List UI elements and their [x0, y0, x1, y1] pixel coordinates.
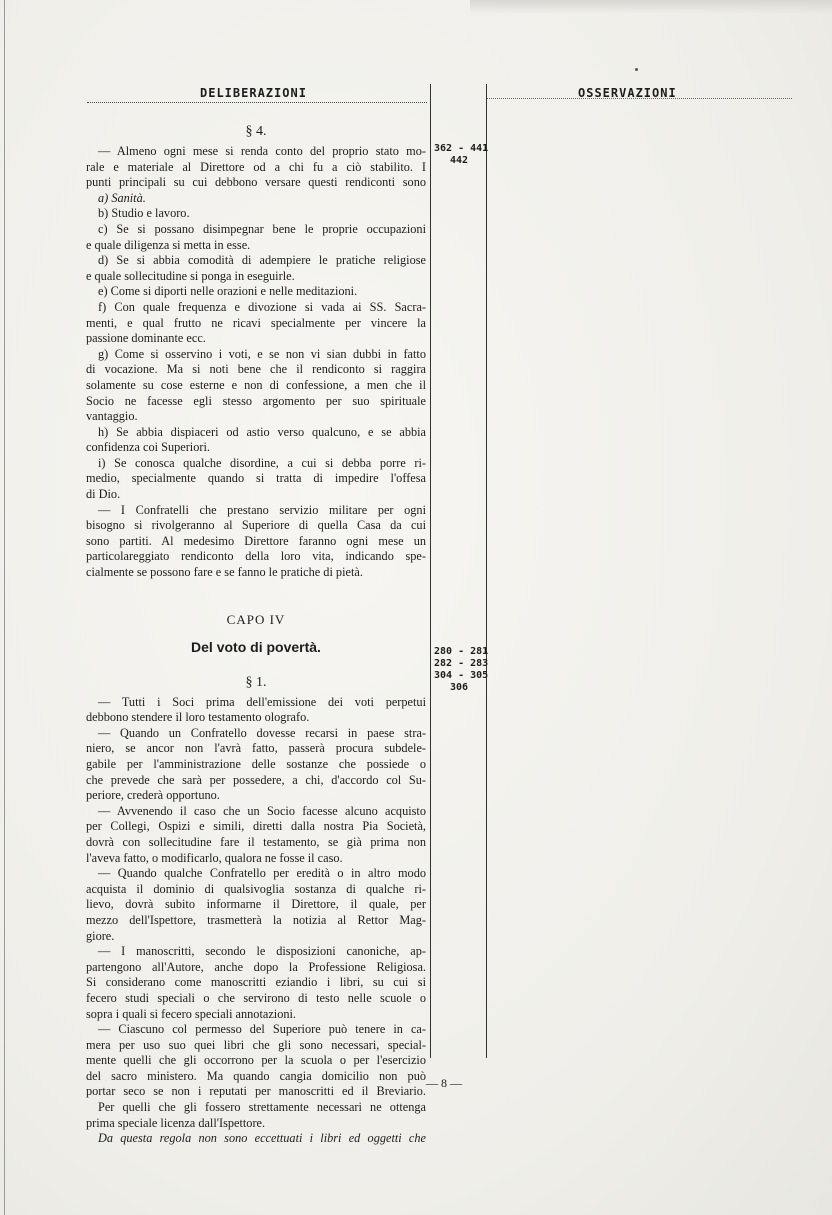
chapter-title: Del voto di povertà. — [191, 638, 321, 655]
text-line: per Collegi, Ospizi e simili, diretti dalla nostra Pia Società, — [86, 819, 426, 834]
text-line: Da questa regola non sono eccettuati i libri ed oggetti che — [98, 1131, 426, 1146]
margin-reference: 442 — [449, 155, 469, 166]
text-line: e quale diligenza si metta in esse. — [86, 237, 251, 252]
text-line: partengono all'Autore, anche dopo la Professione Religiosa. — [86, 959, 426, 974]
text-line: gabile per l'amministrazione delle sostanze che possiede o — [86, 757, 426, 771]
text-line: Per quelli che gli fossero strettamente necessari ne ottenga — [98, 1100, 426, 1115]
text-line: menti, e qual frutto ne ricavi specialmente per vincere la — [86, 315, 426, 330]
text-line: rale e materiale al Direttore od a chi fu a ciò stabilito. I — [86, 159, 426, 174]
text-line: vantaggio. — [86, 409, 138, 424]
page-edge — [4, 0, 5, 1215]
text-line: cialmente se possono fare e se fanno le pratiche di pietà. — [86, 565, 363, 580]
text-line: giore. — [86, 928, 115, 943]
text-line: — Ciascuno col permesso del Superiore può tenere in ca- — [98, 1022, 426, 1037]
text-line: — I Confratelli che prestano servizio militare per ogni — [98, 502, 426, 517]
margin-reference: 280 - 281 — [434, 646, 489, 657]
text-line: bisogno si rivolgeranno al Superiore di quella Casa da cui — [86, 518, 426, 533]
text-line: mezzo dell'Ispettore, trasmetterà la notizia al Rettor Mag- — [86, 912, 426, 927]
column-header-deliberazioni: DELIBERAZIONI — [200, 86, 307, 100]
margin-reference: 304 - 305 — [434, 670, 489, 681]
text-line: Socio ne facesse egli stesso argomento per suo spirituale — [86, 393, 426, 408]
margin-reference: 362 - 441 — [434, 143, 489, 154]
text-line: mente quelli che gli occorrono per la scuola o per l'esercizio — [86, 1053, 426, 1068]
text-line: Si considerano come manoscritti eziandio i libri, su cui si — [86, 975, 426, 990]
list-item: a) Sanità. — [98, 190, 146, 205]
text-line: — I manoscritti, secondo le disposizioni canoniche, ap- — [98, 944, 426, 959]
section-heading-1: § 1. — [245, 674, 267, 690]
column-header-osservazioni: OSSERVAZIONI — [578, 86, 677, 100]
scan-smudge — [470, 0, 832, 14]
list-item: f) Con quale frequenza e divozione si vada ai SS. Sacra- — [98, 299, 426, 314]
list-item: e) Come si diporti nelle orazioni e nelle meditazioni. — [98, 284, 358, 299]
deliberazioni-column — [86, 122, 426, 1147]
list-item: b) Studio e lavoro. — [98, 206, 190, 221]
text-line: l'aveva fatto, o modificarlo, qualora ne fosse il caso. — [86, 850, 343, 865]
text-line: del sacro ministero. Ma quando cangia domicilio non può — [86, 1068, 426, 1083]
header-rule-right — [487, 98, 792, 99]
text-line: periore, crederà opportuno. — [86, 788, 220, 803]
text-line: dovrà con sollecitudine fare il testamento, se già prima non — [86, 834, 426, 849]
margin-reference: 306 — [449, 682, 469, 693]
text-line: — Avvenendo il caso che un Socio facesse alcuno acquisto — [98, 803, 426, 818]
text-line: di vocazione. Ma si noti bene che il rendiconto si raggira — [86, 362, 426, 377]
chapter-label: CAPO IV — [226, 611, 286, 627]
text-line: mera per uso suo quei libri che gli sono necessari, special- — [86, 1037, 426, 1052]
text-line: che prevede che sarà per possedere, a chi, d'accordo col Su- — [86, 772, 426, 787]
text-line: passione dominante ecc. — [86, 331, 206, 346]
text-line: acquista il dominio di qualsivoglia sostanza di qualche ri- — [86, 881, 426, 896]
text-line: solamente su cose esterne e non di confessione, a men che il — [86, 377, 426, 392]
ink-dot — [635, 68, 638, 71]
text-line: confidenza coi Superiori. — [86, 440, 210, 455]
list-item: h) Se abbia dispiaceri od astio verso qualcuno, e se abbia — [98, 424, 426, 439]
text-line: fecero studi speciali o che servirono di testo nelle scuole o — [86, 990, 426, 1005]
list-item: i) Se conosca qualche disordine, a cui si debba porre ri- — [98, 455, 426, 470]
text-line: punti principali su cui debbono versare questi rendiconti sono — [86, 175, 426, 190]
margin-references-section1 — [434, 646, 489, 694]
text-line: — Tutti i Soci prima dell'emissione dei voti perpetui — [98, 694, 426, 709]
text-line: — Almeno ogni mese si renda conto del proprio stato mo- — [98, 144, 426, 158]
column-divider-left — [430, 84, 431, 1058]
header-rule-left — [87, 102, 427, 103]
text-line: e quale sollecitudine si ponga in eseguirle. — [86, 268, 295, 283]
section-heading-4: § 4. — [245, 124, 267, 139]
page-number: — 8 — — [426, 1076, 462, 1090]
list-item: c) Se si possano disimpegnar bene le proprie occupazioni — [98, 221, 426, 236]
text-line: lievo, dovrà subito informarne il Direttore, il quale, per — [86, 897, 426, 912]
text-line: prima speciale licenza dall'Ispettore. — [86, 1115, 266, 1130]
text-line: debbono stendere il loro testamento olografo. — [86, 710, 310, 725]
text-line: sopra i quali si fecero speciali annotazioni. — [86, 1006, 296, 1021]
text-line: — Quando un Confratello dovesse recarsi in paese stra- — [98, 725, 426, 740]
margin-reference: 282 - 283 — [434, 658, 489, 669]
text-line: niero, se ancor non l'avrà fatto, passerà procura subdele- — [86, 741, 426, 756]
list-item: g) Come si osservino i voti, e se non vi sian dubbi in fatto — [98, 346, 426, 361]
text-line: medio, specialmente quando si tratta di impedire l'offesa — [86, 471, 426, 486]
margin-references-section4 — [434, 143, 489, 167]
column-divider-right — [486, 84, 487, 1058]
text-line: particolareggiato rendiconto della loro vita, indicando spe- — [86, 549, 426, 564]
text-line: sono partiti. Al medesimo Direttore faranno ogni mese un — [86, 533, 426, 548]
text-line: — Quando qualche Confratello per eredità o in altro modo — [98, 866, 426, 881]
text-line: portar seco se non i reputati per manoscritti ed il Breviario. — [86, 1084, 426, 1099]
text-line: di Dio. — [86, 487, 121, 502]
list-item: d) Se si abbia comodità di adempiere le pratiche religiose — [98, 253, 426, 268]
